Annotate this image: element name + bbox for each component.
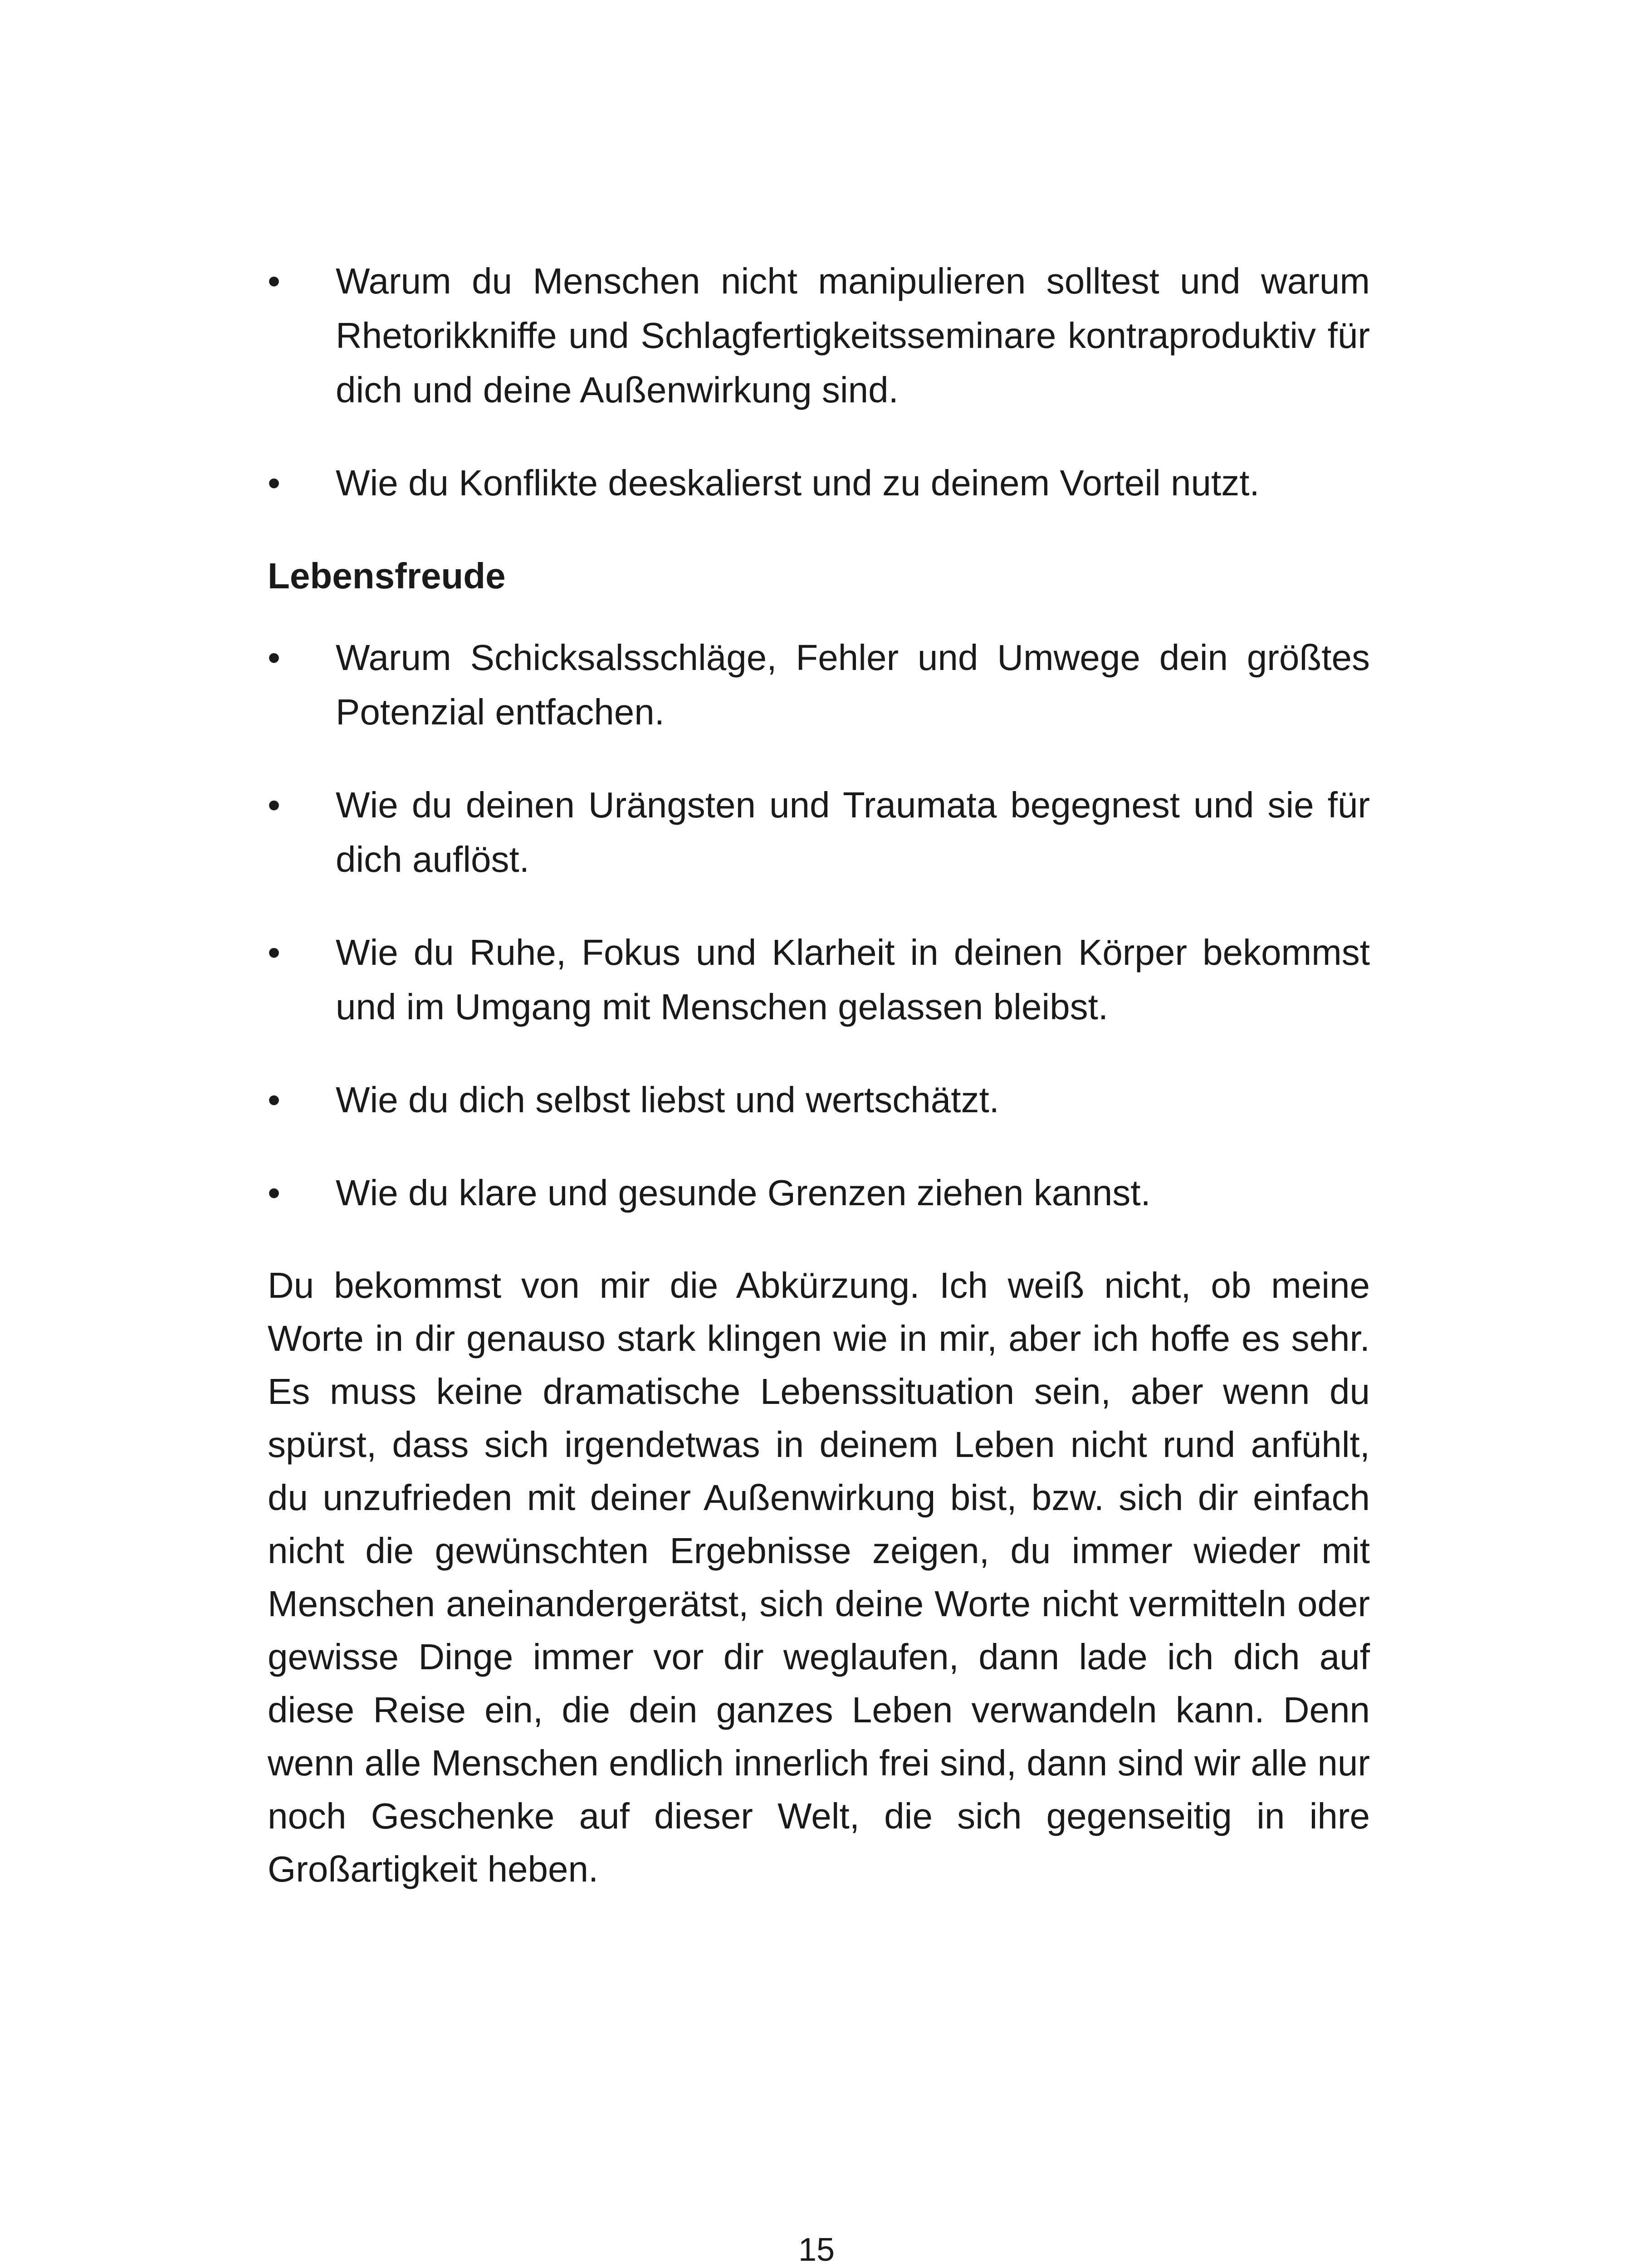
list-item-text: Warum Schicksalsschläge, Fehler und Umwege dein größtes Potenzial entfachen.	[336, 637, 1370, 732]
list-item	[268, 1166, 1370, 1220]
bullet-icon: •	[268, 463, 281, 503]
list-item	[268, 631, 1370, 739]
bullet-icon: •	[268, 1173, 281, 1213]
bullet-icon: •	[268, 785, 281, 825]
list-item	[268, 925, 1370, 1034]
list-item-text: Warum du Menschen nicht manipulieren solltest und warum Rhetorikkniffe und Schlagfertigkeitsseminare kontraproduktiv für dich und deine Außenwirkung sind.	[336, 261, 1370, 410]
list-item-text: Wie du klare und gesunde Grenzen ziehen kannst.	[336, 1173, 1151, 1213]
list-item	[268, 1073, 1370, 1127]
page-number: 15	[798, 2232, 835, 2268]
section-bullet-list	[268, 631, 1370, 1220]
bullet-icon: •	[268, 932, 281, 973]
list-item-text: Wie du Ruhe, Fokus und Klarheit in deinen Körper bekommst und im Umgang mit Menschen gelassen bleibst.	[336, 932, 1370, 1027]
list-item	[268, 456, 1370, 510]
bullet-icon: •	[268, 261, 281, 301]
list-item-text: Wie du dich selbst liebst und wertschätzt.	[336, 1080, 999, 1120]
list-item-text: Wie du Konflikte deeskalierst und zu deinem Vorteil nutzt.	[336, 463, 1260, 503]
list-item	[268, 254, 1370, 417]
bullet-icon: •	[268, 1080, 281, 1120]
section-heading: Lebensfreude	[268, 556, 506, 596]
bullet-icon: •	[268, 637, 281, 678]
body-paragraph: Du bekommst von mir die Abkürzung. Ich weiß nicht, ob meine Worte in dir genauso stark klingen wie in mir, aber ich hoffe es sehr. Es muss keine dramatische Lebenssituation sein, aber wenn du spürst, dass sich irgendetwas in deinem Leben nicht rund anfühlt, du unzufrieden mit deiner Außenwirkung bist, bzw. sich dir einfach nicht die gewünschten Ergebnisse zeigen, du immer wieder mit Menschen aneinandergerätst, sich deine Worte nicht vermitteln oder gewisse Dinge immer vor dir weglaufen, dann lade ich dich auf diese Reise ein, die dein ganzes Leben verwandeln kann. Denn wenn alle Menschen endlich innerlich frei sind, dann sind wir alle nur noch Geschenke auf dieser Welt, die sich gegenseitig in ihre Großartigkeit heben.	[268, 1265, 1370, 1889]
intro-bullet-list	[268, 254, 1370, 510]
list-item-text: Wie du deinen Urängsten und Traumata begegnest und sie für dich auflöst.	[336, 785, 1370, 880]
page-content	[268, 254, 1370, 1896]
list-item	[268, 778, 1370, 887]
